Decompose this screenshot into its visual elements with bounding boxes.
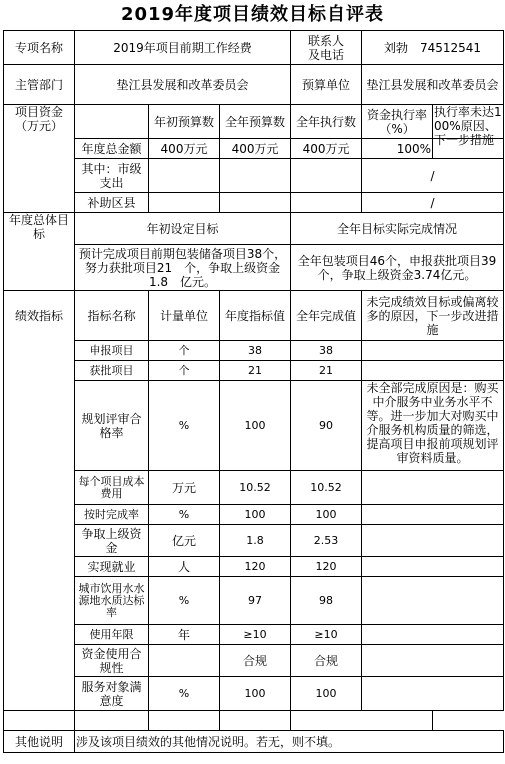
perf-done: 90 xyxy=(291,381,362,471)
perf-reason: 未全部完成原因是：购买中介服务中业务水平不等。进一步加大对购买中介服务机构质量的筛选，提高项目申报前项规划评审资料质量。 xyxy=(362,381,504,471)
perf-target: 100 xyxy=(220,677,291,711)
perf-name: 使用年限 xyxy=(75,625,149,645)
perf-label: 绩效指标 xyxy=(4,291,75,711)
perf-target: 21 xyxy=(220,361,291,381)
perf-done: 100 xyxy=(291,505,362,525)
perf-reason xyxy=(362,625,504,645)
perf-row xyxy=(4,557,504,577)
funds-blank-cell xyxy=(75,105,149,139)
project-name-value: 2019年项目前期工作经费 xyxy=(75,31,291,65)
perf-name: 城市饮用水水源地水质达标率 xyxy=(75,577,149,625)
perf-target: 120 xyxy=(220,557,291,577)
perf-row xyxy=(4,577,504,625)
col-full-exec: 全年执行数 xyxy=(291,105,362,139)
col-full-budget: 全年预算数 xyxy=(220,105,291,139)
city-initial xyxy=(149,159,220,193)
perf-name: 按时完成率 xyxy=(75,505,149,525)
perf-blank-cell xyxy=(291,711,433,731)
perf-row xyxy=(4,677,504,711)
perf-header-row xyxy=(4,291,504,341)
city-label: 其中：市级支出 xyxy=(75,159,149,193)
perf-done: 21 xyxy=(291,361,362,381)
perf-reason xyxy=(362,577,504,625)
perf-reason xyxy=(362,505,504,525)
perf-row xyxy=(4,505,504,525)
perf-name: 资金使用合规性 xyxy=(75,645,149,677)
perf-unit: 人 xyxy=(149,557,220,577)
perf-done: 100 xyxy=(291,677,362,711)
perf-reason xyxy=(362,645,504,677)
perf-row xyxy=(4,625,504,645)
goals-content-row xyxy=(4,245,504,291)
perf-done: 120 xyxy=(291,557,362,577)
funds-city-row xyxy=(4,159,504,193)
perf-unit xyxy=(149,645,220,677)
perf-row xyxy=(4,525,504,557)
contact-label: 联系人 及电话 xyxy=(291,31,362,65)
goals-actual-header: 全年目标实际完成情况 xyxy=(291,213,504,245)
perf-col-name: 指标名称 xyxy=(75,291,149,341)
col-initial-budget: 年初预算数 xyxy=(149,105,220,139)
perf-name: 服务对象满意度 xyxy=(75,677,149,711)
perf-unit: 个 xyxy=(149,361,220,381)
perf-reason xyxy=(362,361,504,381)
goals-initial-text: 预计完成项目前期包装储备项目38个，努力获批项目21 个，争取上级资金 1.8 亿元。 xyxy=(75,245,291,291)
perf-unit: 万元 xyxy=(149,471,220,505)
col-exec-rate: 资金执行率（%） xyxy=(362,105,433,139)
perf-reason xyxy=(362,341,504,361)
perf-unit: % xyxy=(149,677,220,711)
perf-blank-cell xyxy=(220,711,291,731)
contact-value: 刘勃 74512541 xyxy=(362,31,504,65)
department-row xyxy=(4,65,504,105)
district-full xyxy=(220,193,291,213)
perf-target: 97 xyxy=(220,577,291,625)
perf-reason xyxy=(362,471,504,505)
evaluation-table xyxy=(3,30,504,753)
funds-header-row xyxy=(4,105,504,139)
perf-unit: 个 xyxy=(149,341,220,361)
perf-col-target: 年度指标值 xyxy=(220,291,291,341)
project-name-label: 专项名称 xyxy=(4,31,75,65)
district-slash: / xyxy=(362,193,504,213)
city-slash: / xyxy=(362,159,504,193)
perf-unit: 亿元 xyxy=(149,525,220,557)
district-label: 补助区县 xyxy=(75,193,149,213)
perf-done: 合规 xyxy=(291,645,362,677)
funds-label: 项目资金 （万元） xyxy=(4,105,75,213)
perf-done: 2.53 xyxy=(291,525,362,557)
perf-row xyxy=(4,361,504,381)
perf-col-reason: 未完成绩效目标或偏离较多的原因，下一步改进措施 xyxy=(362,291,504,341)
other-text: 涉及该项目绩效的其他情况说明。若无，则不填。 xyxy=(75,731,504,753)
perf-name: 实现就业 xyxy=(75,557,149,577)
budget-unit-label: 预算单位 xyxy=(291,65,362,105)
perf-name: 规划评审合格率 xyxy=(75,381,149,471)
perf-col-done: 全年完成值 xyxy=(291,291,362,341)
perf-unit: 年 xyxy=(149,625,220,645)
total-initial: 400万元 xyxy=(149,139,220,159)
perf-target: 100 xyxy=(220,381,291,471)
total-exec: 400万元 xyxy=(291,139,362,159)
goals-initial-header: 年初设定目标 xyxy=(75,213,291,245)
perf-done: 38 xyxy=(291,341,362,361)
perf-done: 10.52 xyxy=(291,471,362,505)
city-full xyxy=(220,159,291,193)
total-full: 400万元 xyxy=(220,139,291,159)
other-row xyxy=(4,731,504,753)
col-exec-reason xyxy=(433,105,504,147)
perf-target: 合规 xyxy=(220,645,291,677)
total-rate: 100% xyxy=(362,139,433,159)
perf-unit: % xyxy=(149,577,220,625)
district-exec xyxy=(291,193,362,213)
perf-row xyxy=(4,645,504,677)
perf-reason xyxy=(362,525,504,557)
perf-unit: % xyxy=(149,505,220,525)
perf-done: ≥10 xyxy=(291,625,362,645)
col-exec-reason-text: 执行率未达100%原因、下一步措施 xyxy=(434,105,502,147)
perf-blank-cell xyxy=(149,711,220,731)
other-label: 其他说明 xyxy=(4,731,75,753)
perf-reason xyxy=(362,557,504,577)
budget-unit-value: 垫江县发展和改革委员会 xyxy=(362,65,504,105)
perf-row xyxy=(4,471,504,505)
perf-name: 申报项目 xyxy=(75,341,149,361)
perf-done: 98 xyxy=(291,577,362,625)
perf-target: 1.8 xyxy=(220,525,291,557)
perf-blank-cell xyxy=(4,711,75,731)
funds-district-row xyxy=(4,193,504,213)
perf-reason xyxy=(362,677,504,711)
perf-col-unit: 计量单位 xyxy=(149,291,220,341)
funds-total-row xyxy=(4,139,504,159)
perf-target: 10.52 xyxy=(220,471,291,505)
total-label: 年度总金额 xyxy=(75,139,149,159)
goals-actual-text: 全年包装项目46个，申报获批项目39个，争取上级资金3.74亿元。 xyxy=(291,245,504,291)
perf-unit: % xyxy=(149,381,220,471)
goals-header-row xyxy=(4,213,504,245)
district-initial xyxy=(149,193,220,213)
perf-target: 100 xyxy=(220,505,291,525)
perf-name: 获批项目 xyxy=(75,361,149,381)
city-exec xyxy=(291,159,362,193)
perf-target: 38 xyxy=(220,341,291,361)
perf-blank-cell xyxy=(75,711,149,731)
perf-target: ≥10 xyxy=(220,625,291,645)
project-name-row xyxy=(4,31,504,65)
dept-value: 垫江县发展和改革委员会 xyxy=(75,65,291,105)
perf-name: 每个项目成本费用 xyxy=(75,471,149,505)
perf-row xyxy=(4,341,504,361)
perf-row xyxy=(4,381,504,471)
goals-label: 年度总体目标 xyxy=(4,213,75,291)
perf-blank-row xyxy=(4,711,504,731)
form-title: 2019年度项目绩效目标自评表 xyxy=(120,4,385,25)
dept-label: 主管部门 xyxy=(4,65,75,105)
perf-name: 争取上级资金 xyxy=(75,525,149,557)
